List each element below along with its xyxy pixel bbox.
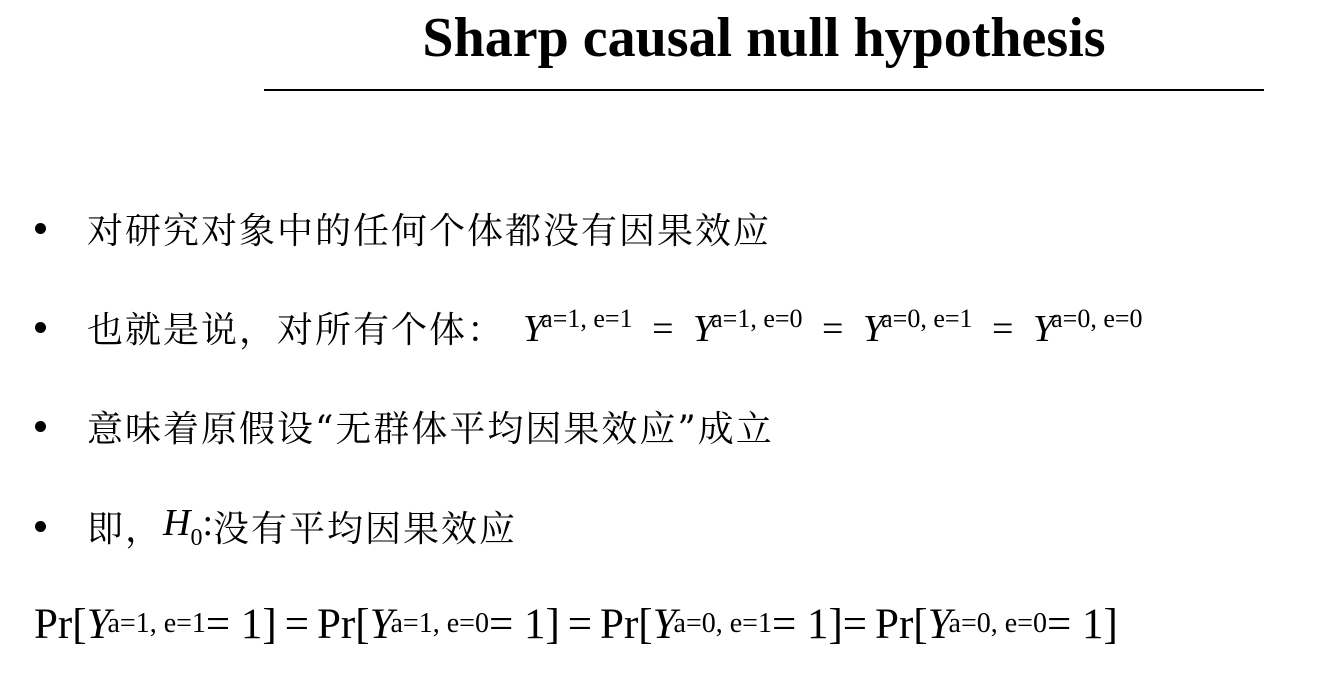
bullet-item-1: [30, 198, 771, 258]
bullet-item-3: [30, 396, 774, 456]
math-superscript: a=1, e=0: [711, 303, 803, 333]
math-var: Y: [693, 307, 715, 350]
counterfactual-equality: [523, 304, 1143, 351]
probability-equality-formula: [34, 594, 1118, 654]
math-superscript: a=1, e=0: [390, 608, 489, 639]
math-equals: =: [992, 307, 1014, 350]
math-equals: =: [652, 307, 674, 350]
math-var: Y: [523, 307, 545, 350]
math-var: Y: [652, 600, 677, 648]
title-underline: [264, 89, 1264, 91]
bullet-dot-icon: [35, 322, 46, 333]
math-superscript: a=0, e=0: [948, 608, 1047, 639]
slide-title: Sharp causal null hypothesis: [422, 7, 1106, 69]
math-equals: =: [284, 600, 310, 648]
bullet-item-2: [30, 297, 1143, 357]
pr-open: Pr[: [34, 600, 87, 648]
math-equals: =: [822, 307, 844, 350]
pr-close: = 1]: [1046, 600, 1118, 648]
bullet-dot-icon: [35, 223, 46, 234]
bullet-dot-icon: [35, 421, 46, 432]
null-hypothesis-symbol: [163, 501, 213, 552]
pr-open: Pr[: [600, 600, 653, 648]
bullet-text: 对研究对象中的任何个体都没有因果效应: [87, 210, 772, 252]
pr-close: = 1]: [488, 600, 560, 648]
math-equals: =: [842, 600, 868, 648]
math-colon: :: [202, 501, 214, 544]
math-equals: =: [567, 600, 593, 648]
bullet-prefix: 即，: [87, 508, 164, 550]
bullet-item-4: [30, 496, 517, 556]
math-var: Y: [369, 600, 394, 648]
math-var: Y: [86, 600, 111, 648]
math-var: Y: [862, 307, 885, 350]
math-subscript: 0: [190, 524, 203, 551]
math-var: Y: [927, 600, 952, 648]
math-var: H: [163, 501, 191, 544]
pr-open: Pr[: [317, 600, 370, 648]
math-var: Y: [1032, 307, 1055, 350]
math-superscript: a=0, e=1: [673, 608, 772, 639]
math-superscript: a=0, e=1: [881, 303, 973, 333]
math-superscript: a=1, e=1: [541, 303, 633, 333]
bullet-text: 意味着原假设“无群体平均因果效应”成立: [87, 408, 774, 450]
math-superscript: a=0, e=0: [1051, 303, 1143, 333]
pr-close: = 1]: [205, 600, 277, 648]
pr-close: = 1]: [771, 600, 843, 648]
bullet-dot-icon: [35, 521, 46, 532]
pr-open: Pr[: [875, 600, 928, 648]
bullet-text: 没有平均因果效应: [213, 508, 518, 550]
bullet-text: 也就是说，对所有个体：: [87, 309, 506, 351]
math-superscript: a=1, e=1: [107, 608, 206, 639]
